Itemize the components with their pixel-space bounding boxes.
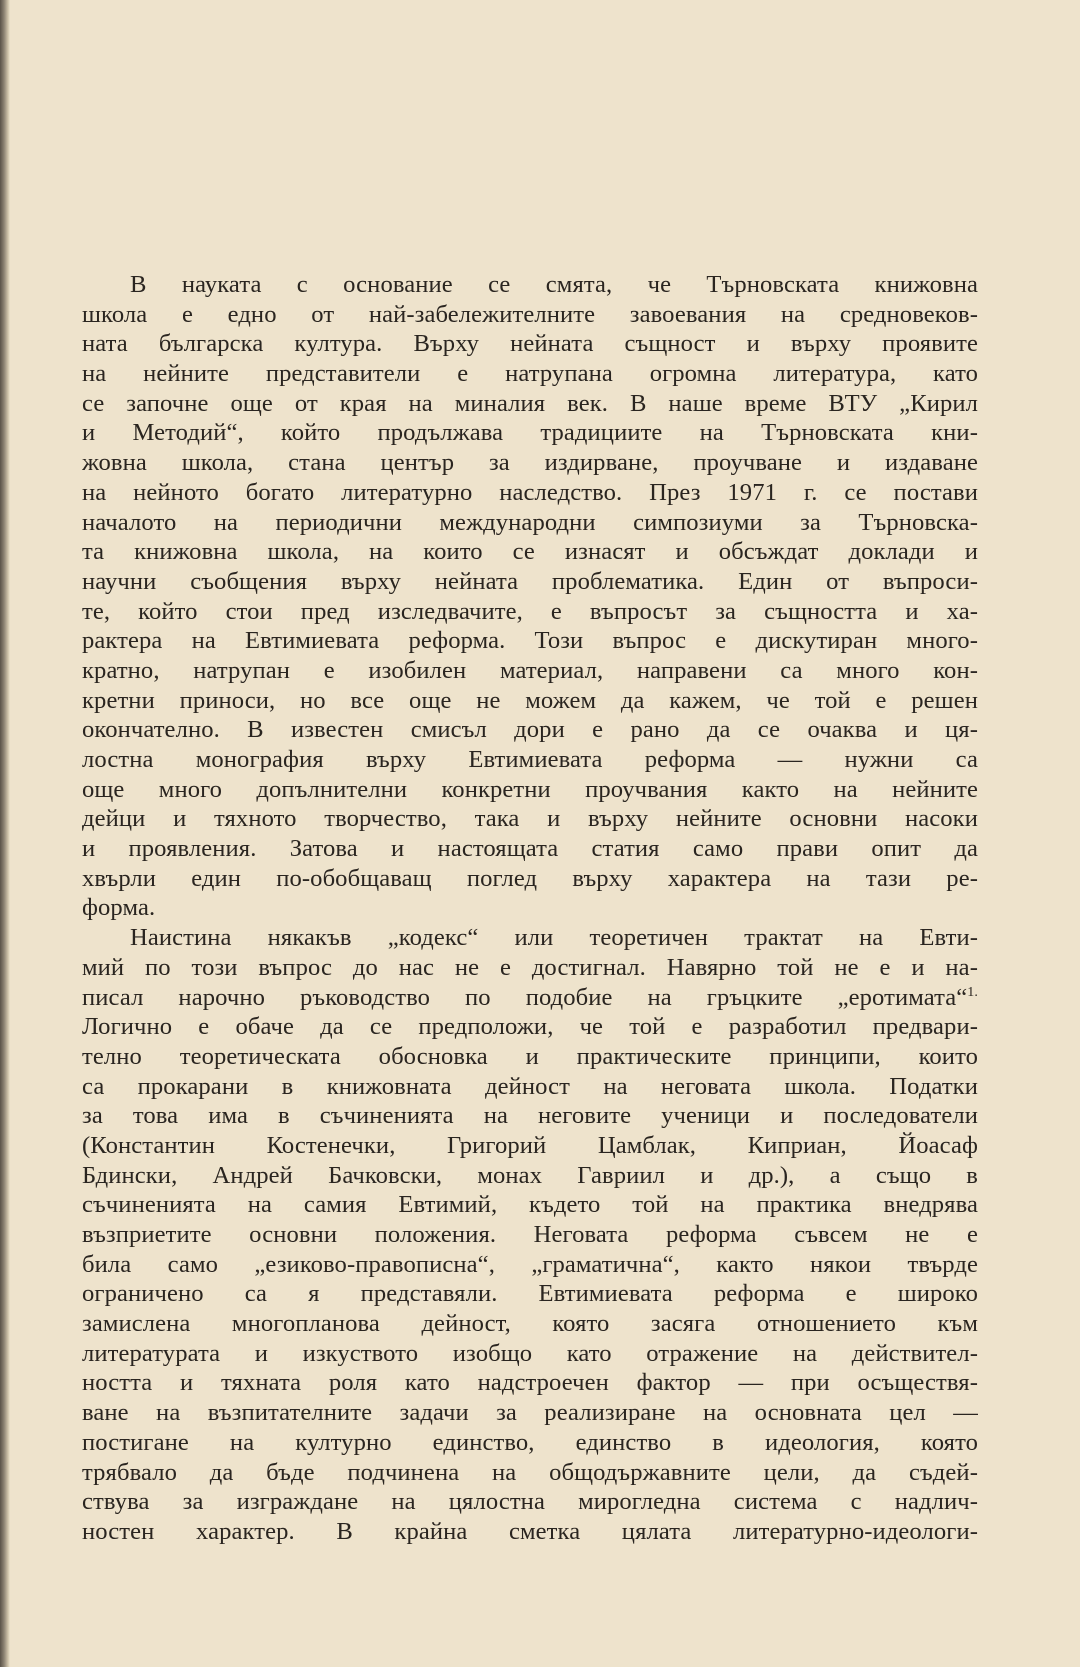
- text-line: ване на възпитателните задачи за реализиране на основната цел —: [82, 1399, 978, 1427]
- text-line: и Методий“, който продължава традициите на Търновската кни-: [82, 419, 978, 447]
- text-line: жовна школа, стана център за издирване, проучване и издаване: [82, 449, 978, 477]
- text-line: литературата и изкуството изобщо като отражение на действител-: [82, 1339, 978, 1367]
- text-line: ностен характер. В крайна сметка цялата литературно-идеологи-: [82, 1517, 978, 1545]
- text-line: и проявления. Затова и настоящата статия само прави опит да: [82, 835, 978, 863]
- text-line: ността и тяхната роля като надстроечен фактор — при осъществя-: [82, 1369, 978, 1397]
- text-line: трябвало да бъде подчинена на общодържавните цели, да съдей-: [82, 1458, 978, 1486]
- text-line: рактера на Евтимиевата реформа. Този въпрос е дискутиран много-: [82, 627, 978, 655]
- text-line: била само „езиково-правописна“, „граматична“, както някои твърде: [82, 1250, 978, 1278]
- text-line: ната българска култура. Върху нейната същност и върху проявите: [82, 330, 978, 358]
- paragraph-2: [82, 923, 978, 1546]
- text-line-with-footnote: [82, 983, 978, 1013]
- text-line: форма.: [82, 894, 156, 922]
- text-line: началото на периодични международни симпозиуми за Търновска-: [82, 508, 978, 536]
- text-line: кретни приноси, но все още не можем да кажем, че той е решен: [82, 686, 978, 714]
- text-line: окончателно. В известен смисъл дори е рано да се очаква и ця-: [82, 716, 978, 744]
- text-line: Бдински, Андрей Бачковски, монах Гавриил и др.), а също в: [82, 1161, 978, 1189]
- text-line: телно теоретическата обосновка и практическите принципи, които: [82, 1042, 978, 1070]
- text-line: се започне още от края на миналия век. В наше време ВТУ „Кирил: [82, 389, 978, 417]
- text-line: са прокарани в книжовната дейност на неговата школа. Податки: [82, 1072, 978, 1100]
- text-line: на нейното богато литературно наследство. През 1971 г. се постави: [82, 478, 978, 506]
- text-line: на нейните представители е натрупана огромна литература, като: [82, 360, 978, 388]
- text-line-content: писал нарочно ръководство по подобие на гръцките „еротимата“: [82, 983, 968, 1011]
- text-line: за това има в съчиненията на неговите ученици и последователи: [82, 1102, 978, 1130]
- body-text: [82, 270, 978, 1547]
- footnote-mark: 1.: [967, 984, 978, 1000]
- text-line: възприетите основни положения. Неговата реформа съвсем не е: [82, 1221, 978, 1248]
- text-line: дейци и тяхното творчество, така и върху нейните основни насоки: [82, 805, 978, 833]
- text-line: Логично е обаче да се предположи, че той е разработил предвари-: [82, 1013, 978, 1041]
- text-line: мий по този въпрос до нас не е достигнал. Навярно той не е и на-: [82, 953, 978, 981]
- text-line: Наистина някакъв „кодекс“ или теоретичен трактат на Евти-: [130, 924, 978, 952]
- text-line: кратно, натрупан е изобилен материал, направени са много кон-: [82, 656, 978, 684]
- text-line: та книжовна школа, на които се изнасят и обсъждат доклади и: [82, 538, 978, 566]
- paragraph-1: [82, 270, 978, 923]
- text-line: замислена многопланова дейност, която засяга отношението към: [82, 1310, 978, 1338]
- text-line: ствува за изграждане на цялостна мирогледна система с надлич-: [82, 1488, 978, 1516]
- text-line: постигане на културно единство, единство в идеология, която: [82, 1428, 978, 1456]
- text-line: още много допълнителни конкретни проучвания както на нейните: [82, 775, 978, 803]
- text-line: лостна монография върху Евтимиевата реформа — нужни са: [82, 746, 978, 773]
- text-line: съчиненията на самия Евтимий, където той на практика внедрява: [82, 1191, 978, 1219]
- text-line: те, който стои пред изследвачите, е въпросът за същността и ха-: [82, 597, 978, 625]
- text-line: ограничено са я представяли. Евтимиевата реформа е широко: [82, 1280, 978, 1308]
- text-line: (Константин Костенечки, Григорий Цамблак, Киприан, Йоасаф: [82, 1131, 978, 1159]
- text-line: В науката с основание се смята, че Търновската книжовна: [130, 271, 978, 298]
- text-line: научни съобщения върху нейната проблематика. Един от въпроси-: [82, 567, 978, 595]
- page-spine-shadow: [0, 0, 10, 1667]
- text-line: хвърли един по-обобщаващ поглед върху характера на тази ре-: [82, 864, 978, 892]
- text-line: школа е едно от най-забележителните завоевания на средновеков-: [82, 300, 978, 328]
